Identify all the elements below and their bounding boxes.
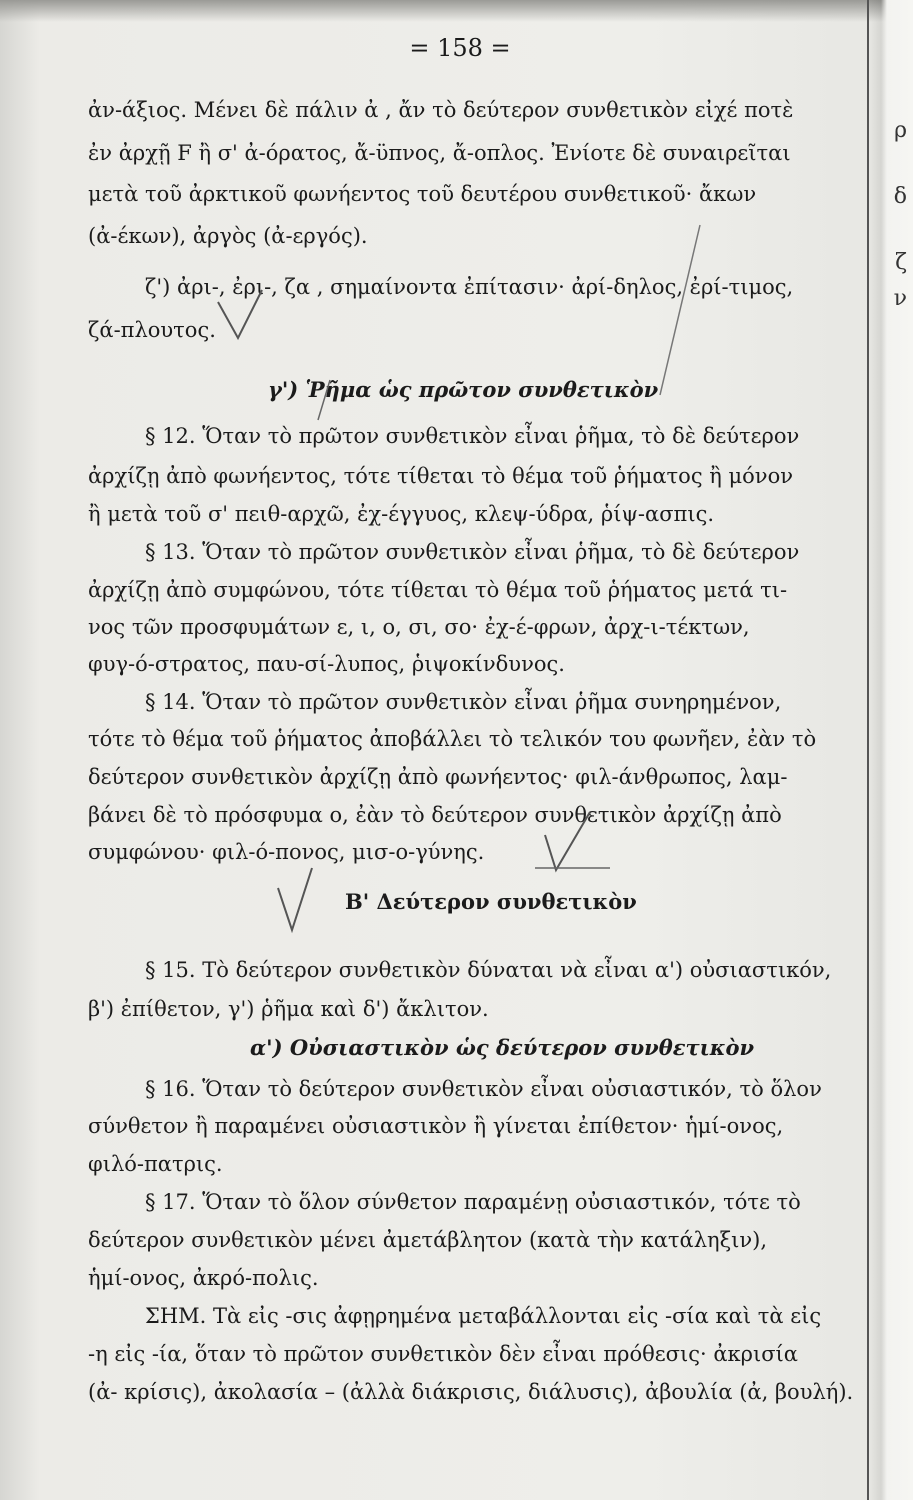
text-line: ζά-πλουτος. [88,318,216,342]
section-heading: Β' Δεύτερον συνθετικὸν [345,889,637,914]
text-line: -η εἰς -ία, ὅταν τὸ πρῶτον συνθετικὸν δὲν εἶναι πρόθεσις· ἀκρισία [88,1342,798,1366]
text-line: δεύτερον συνθετικὸν μένει ἀμετάβλητον (κατὰ τὴν κατάληξιν), [88,1228,768,1252]
edge-glyph: δ [893,184,907,209]
text-line: σύνθετον ἢ παραμένει οὐσιαστικὸν ἢ γίνεται ἐπίθετον· ἡμί-ονος, [88,1114,784,1138]
edge-glyph: ν [893,286,907,311]
text-line: § 14. Ὅταν τὸ πρῶτον συνθετικὸν εἶναι ῥῆμα συνηρημένον, [145,690,782,714]
text-line: § 12. Ὅταν τὸ πρῶτον συνθετικὸν εἶναι ῥῆμα, τὸ δὲ δεύτερον [145,424,800,448]
text-line: § 17. Ὅταν τὸ ὅλον σύνθετον παραμένῃ οὐσιαστικόν, τότε τὸ [145,1190,801,1214]
text-line: ζ') ἀρι-, ἐρι-, ζα , σημαίνοντα ἐπίτασιν· ἀρί-δηλος, ἐρί-τιμος, [145,275,794,299]
section-heading: γ') Ῥῆμα ὡς πρῶτον συνθετικὸν [268,377,659,402]
text-line: ἀν-άξιος. Μένει δὲ πάλιν ἀ , ἄν τὸ δεύτερον συνθετικὸν εἰχέ ποτὲ [88,98,794,122]
text-line: (ἀ- κρίσις), ἀκολασία – (ἀλλὰ διάκρισις, διάλυσις), ἀβουλία (ἀ, βουλή). [88,1380,854,1404]
text-line: β') ἐπίθετον, γ') ῥῆμα καὶ δ') ἄκλιτον. [88,997,489,1021]
top-shadow [0,0,913,22]
text-line: ἡμί-ονος, ἀκρό-πολις. [88,1266,319,1290]
edge-glyph: ρ [894,118,907,143]
text-line: § 15. Τὸ δεύτερον συνθετικὸν δύναται νὰ εἶναι α') οὐσιαστικόν, [145,958,832,982]
text-line: συμφώνου· φιλ-ό-πονος, μισ-ο-γύνης. [88,840,485,864]
text-line: φιλό-πατρις. [88,1152,223,1176]
text-line: νος τῶν προσφυμάτων ε, ι, ο, σι, σο· ἐχ-έ-φρων, ἀρχ-ι-τέκτων, [88,615,750,639]
text-line: ΣΗΜ. Τὰ εἰς -σις ἀφῃρημένα μεταβάλλονται εἰς -σία καὶ τὰ εἰς [145,1304,822,1328]
text-line: ἀρχίζῃ ἀπὸ συμφώνου, τότε τίθεται τὸ θέμα τοῦ ῥήματος μετά τι- [88,578,788,602]
pencil-slash-mark [660,225,700,395]
subsection-heading: α') Οὐσιαστικὸν ὡς δεύτερον συνθετικὸν [250,1035,755,1060]
text-line: ἀρχίζῃ ἀπὸ φωνήεντος, τότε τίθεται τὸ θέμα τοῦ ῥήματος ἢ μόνον [88,464,793,488]
page-number: = 158 = [409,34,511,62]
text-line: ἢ μετὰ τοῦ σ' πειθ-αρχῶ, ἐχ-έγγυος, κλεψ-ύδρα, ῥίψ-ασπις. [88,502,715,526]
text-line: μετὰ τοῦ ἀρκτικοῦ φωνήεντος τοῦ δευτέρου συνθετικοῦ· ἄκων [88,182,757,206]
text-line: (ἀ-έκων), ἀργὸς (ἀ-εργός). [88,224,368,248]
text-line: § 16. Ὅταν τὸ δεύτερον συνθετικὸν εἶναι οὐσιαστικόν, τὸ ὅλον [145,1077,822,1101]
text-line: § 13. Ὅταν τὸ πρῶτον συνθετικὸν εἶναι ῥῆμα, τὸ δὲ δεύτερον [145,540,800,564]
pencil-check-mark [278,868,312,930]
edge-glyph: ζ [895,250,907,275]
text-line: βάνει δὲ τὸ πρόσφυμα ο, ἐὰν τὸ δεύτερον συνθετικὸν ἀρχίζῃ ἀπὸ [88,803,782,827]
text-line: δεύτερον συνθετικὸν ἀρχίζῃ ἀπὸ φωνήεντος· φιλ-άνθρωπος, λαμ- [88,765,788,789]
text-line: τότε τὸ θέμα τοῦ ῥήματος ἀποβάλλει τὸ τελικόν του φωνῆεν, ἐὰν τὸ [88,727,817,751]
text-line: ἐν ἀρχῇ F ἢ σ' ἀ-όρατος, ἄ-ϋπνος, ἄ-οπλος. Ἐνίοτε δὲ συναιρεῖται [88,141,791,165]
next-page-edge [867,0,913,1500]
text-line: φυγ-ό-στρατος, παυ-σί-λυπος, ῥιψοκίνδυνος. [88,652,565,676]
